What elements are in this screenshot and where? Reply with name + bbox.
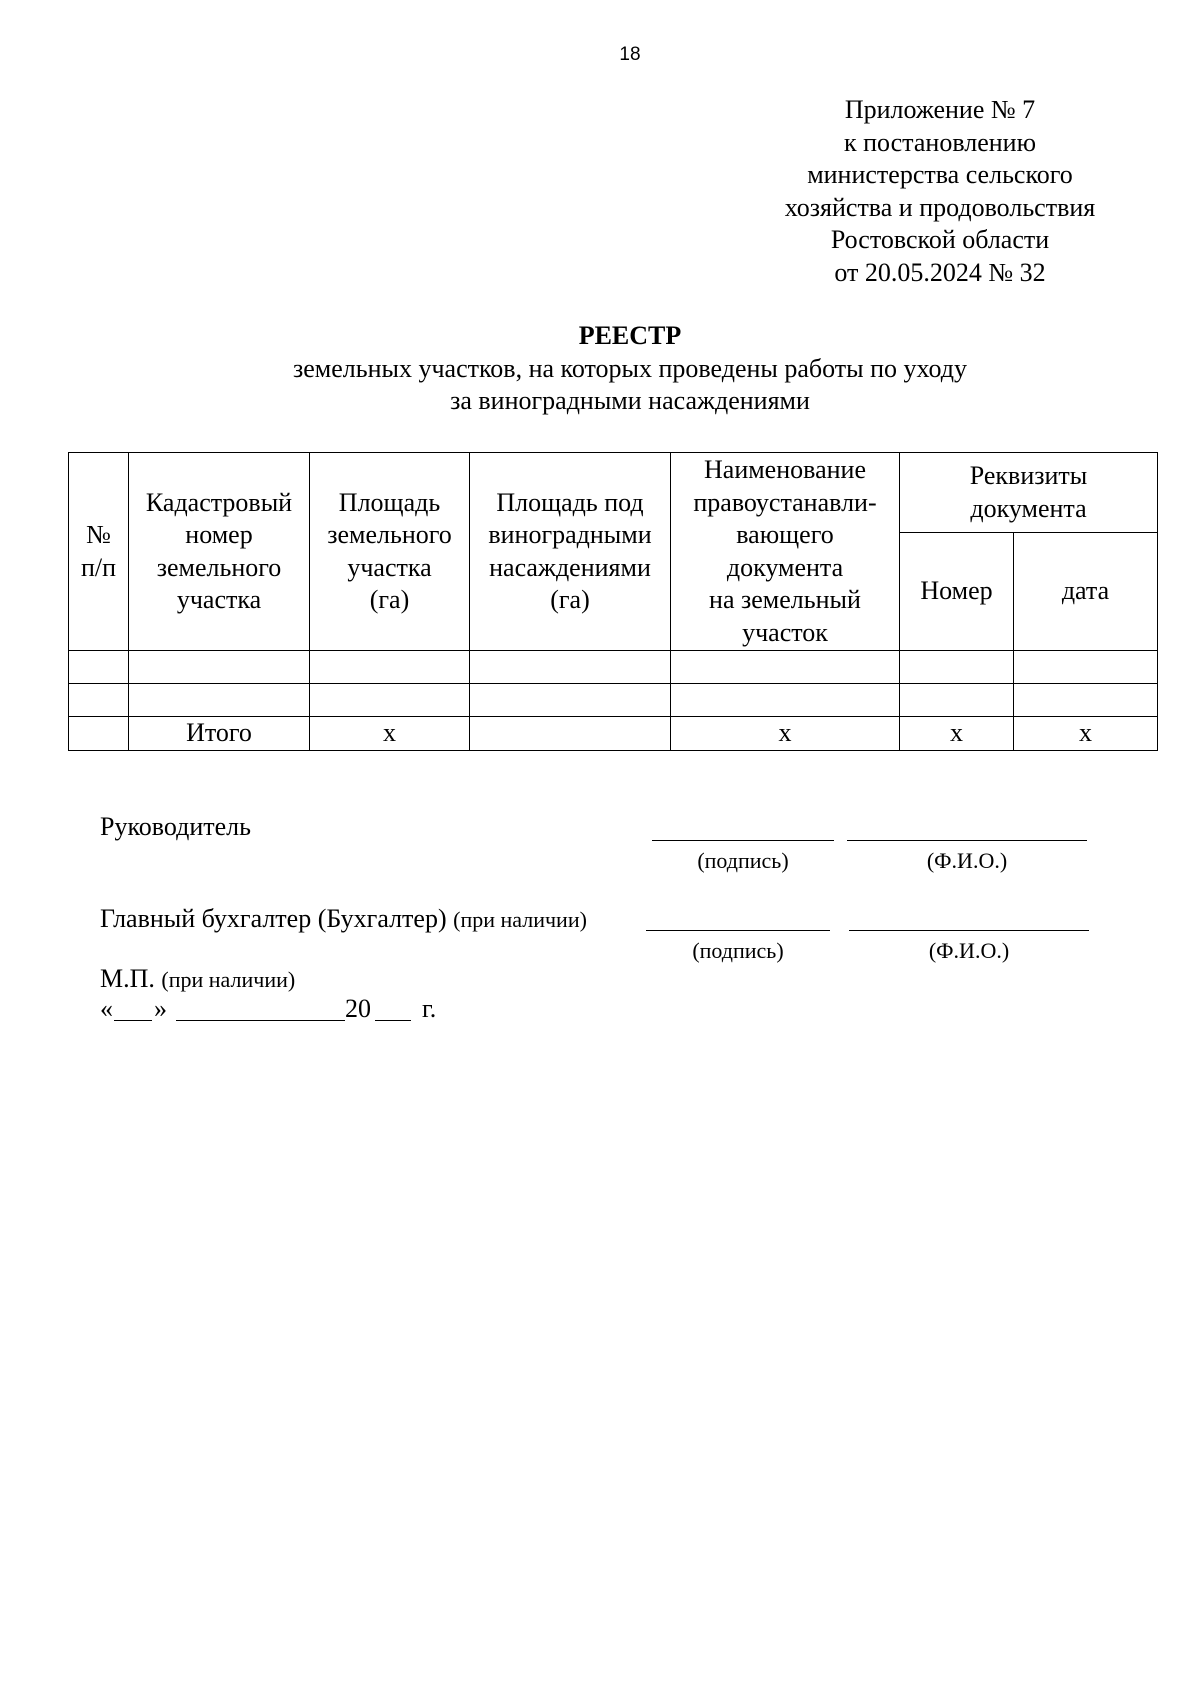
- signature-caption: (подпись): [692, 938, 784, 963]
- title-line: за виноградными насаждениями: [450, 386, 810, 415]
- header-area-land: Площадь земельного участка (га): [310, 453, 470, 651]
- accountant-fio-line[interactable]: [849, 930, 1089, 931]
- if-available-note: (при наличии): [453, 907, 587, 932]
- appendix-line: хозяйства и продовольствия: [784, 192, 1096, 222]
- total-number: х: [900, 717, 1014, 751]
- document-title: [0, 320, 1200, 418]
- total-row: [69, 717, 1158, 751]
- header-requisites: Реквизиты документа: [900, 453, 1158, 533]
- total-label: Итого: [129, 717, 310, 751]
- appendix-line: Приложение № 7: [844, 95, 1036, 124]
- date-month-line[interactable]: [176, 1020, 345, 1021]
- title-main: РЕЕСТР: [578, 321, 682, 350]
- registry-table: [68, 452, 1158, 751]
- if-available-note: (при наличии): [161, 967, 296, 992]
- head-label: Руководитель: [100, 812, 251, 841]
- date-line: « » 20 г.: [100, 994, 437, 1023]
- header-cadastral: Кадастровый номер земельного участка: [129, 453, 310, 651]
- head-signature-line[interactable]: [652, 840, 834, 841]
- header-num: № п/п: [69, 453, 129, 651]
- date-year-line[interactable]: [375, 1020, 411, 1021]
- date-day-line[interactable]: [114, 1020, 152, 1021]
- total-doc-name: х: [671, 717, 900, 751]
- accountant-signature-line[interactable]: [646, 930, 830, 931]
- table-row: [69, 651, 1158, 684]
- total-area-land: х: [310, 717, 470, 751]
- fio-caption: (Ф.И.О.): [928, 938, 1010, 963]
- appendix-line: Ростовской области: [830, 225, 1050, 254]
- title-line: земельных участков, на которых проведены работы по уходу: [292, 353, 968, 383]
- stamp-label: М.П. (при наличии): [100, 964, 296, 993]
- appendix-block: [740, 94, 1140, 289]
- header-date: дата: [1014, 533, 1158, 651]
- header-area-vine: Площадь под виноградными насаждениями (га): [470, 453, 671, 651]
- fio-caption: (Ф.И.О.): [926, 848, 1008, 873]
- appendix-line: к постановлению: [843, 127, 1037, 157]
- page-number: 18: [619, 44, 641, 65]
- accountant-label: Главный бухгалтер (Бухгалтер) (при наличии): [100, 904, 587, 933]
- signature-caption: (подпись): [697, 848, 789, 873]
- total-date: х: [1014, 717, 1158, 751]
- appendix-line: от 20.05.2024 № 32: [834, 257, 1046, 287]
- header-doc-name: Наименование правоустанавли- вающего документа на земельный участок: [671, 453, 900, 651]
- header-number: Номер: [900, 533, 1014, 651]
- table-row: [69, 684, 1158, 717]
- head-fio-line[interactable]: [847, 840, 1087, 841]
- appendix-line: министерства сельского: [807, 160, 1073, 189]
